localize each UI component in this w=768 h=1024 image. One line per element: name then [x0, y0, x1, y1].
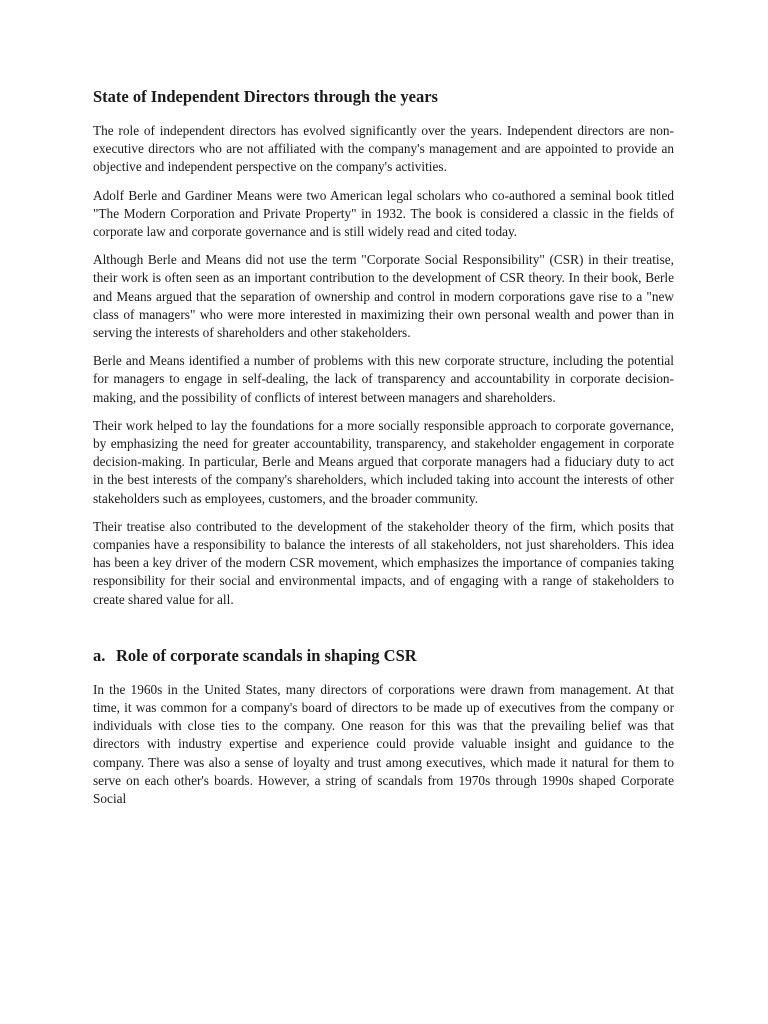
section-title: State of Independent Directors through the years	[93, 87, 438, 106]
paragraph-csr-theory: Although Berle and Means did not use the term "Corporate Social Responsibility" (CSR) in their treatise, their work is often seen as an important contribution to the development of CSR theory. In their book, Berle and Means argued that the separation of ownership and control in modern corporations gave rise to a "new class of managers" who were more interested in maximizing their own personal wealth and power than in serving the interests of shareholders and other stakeholders.	[93, 252, 674, 341]
paragraph-foundations-governance: Their work helped to lay the foundations for a more socially responsible approach to corporate governance, by emphasizing the need for greater accountability, transparency, and stakeholder engagement in corporate decision-making. In particular, Berle and Means argued that corporate managers had a fiduciary duty to act in the best interests of the company's shareholders, which included taking into account the interests of other stakeholders such as employees, customers, and the broader community.	[93, 417, 674, 506]
paragraph-1960s-directors: In the 1960s in the United States, many directors of corporations were drawn from management. At that time, it was common for a company's board of directors to be made up of executives from the company or individuals with close ties to the company. One reason for this was that the prevailing belief was that directors with industry expertise and experience could provide valuable insight and guidance to the company. There was also a sense of loyalty and trust among executives, which made it natural for them to serve on each other's boards. However, a string of scandals from 1970s through 1990s shaped Corporate Social	[93, 681, 674, 807]
document-page	[93, 86, 674, 818]
paragraph-corporate-structure-problems: Berle and Means identified a number of problems with this new corporate structure, including the potential for managers to engage in self-dealing, the lack of transparency and accountability in corporate decision-making, and the possibility of conflicts of interest between managers and shareholders.	[93, 353, 674, 405]
paragraph-independent-directors-role: The role of independent directors has evolved significantly over the years. Independent directors are non-executive directors who are not affiliated with the company's management and are appointed to provide an objective and independent perspective on the company's activities.	[93, 123, 674, 175]
subsection-heading	[93, 645, 674, 667]
paragraph-berle-means-book: Adolf Berle and Gardiner Means were two American legal scholars who co-authored a seminal book titled "The Modern Corporation and Private Property" in 1932. The book is considered a classic in the fields of corporate law and corporate governance and is still widely read and cited today.	[93, 187, 674, 240]
subsection-marker: a.	[93, 645, 106, 665]
paragraph-stakeholder-theory: Their treatise also contributed to the development of the stakeholder theory of the firm, which posits that companies have a responsibility to balance the interests of all stakeholders, not just shareholders. This idea has been a key driver of the modern CSR movement, which emphasizes the importance of companies taking responsibility for their social and environmental impacts, and of engaging with a range of stakeholders to create shared value for all.	[93, 518, 674, 607]
subsection-title: Role of corporate scandals in shaping CSR	[116, 645, 417, 665]
